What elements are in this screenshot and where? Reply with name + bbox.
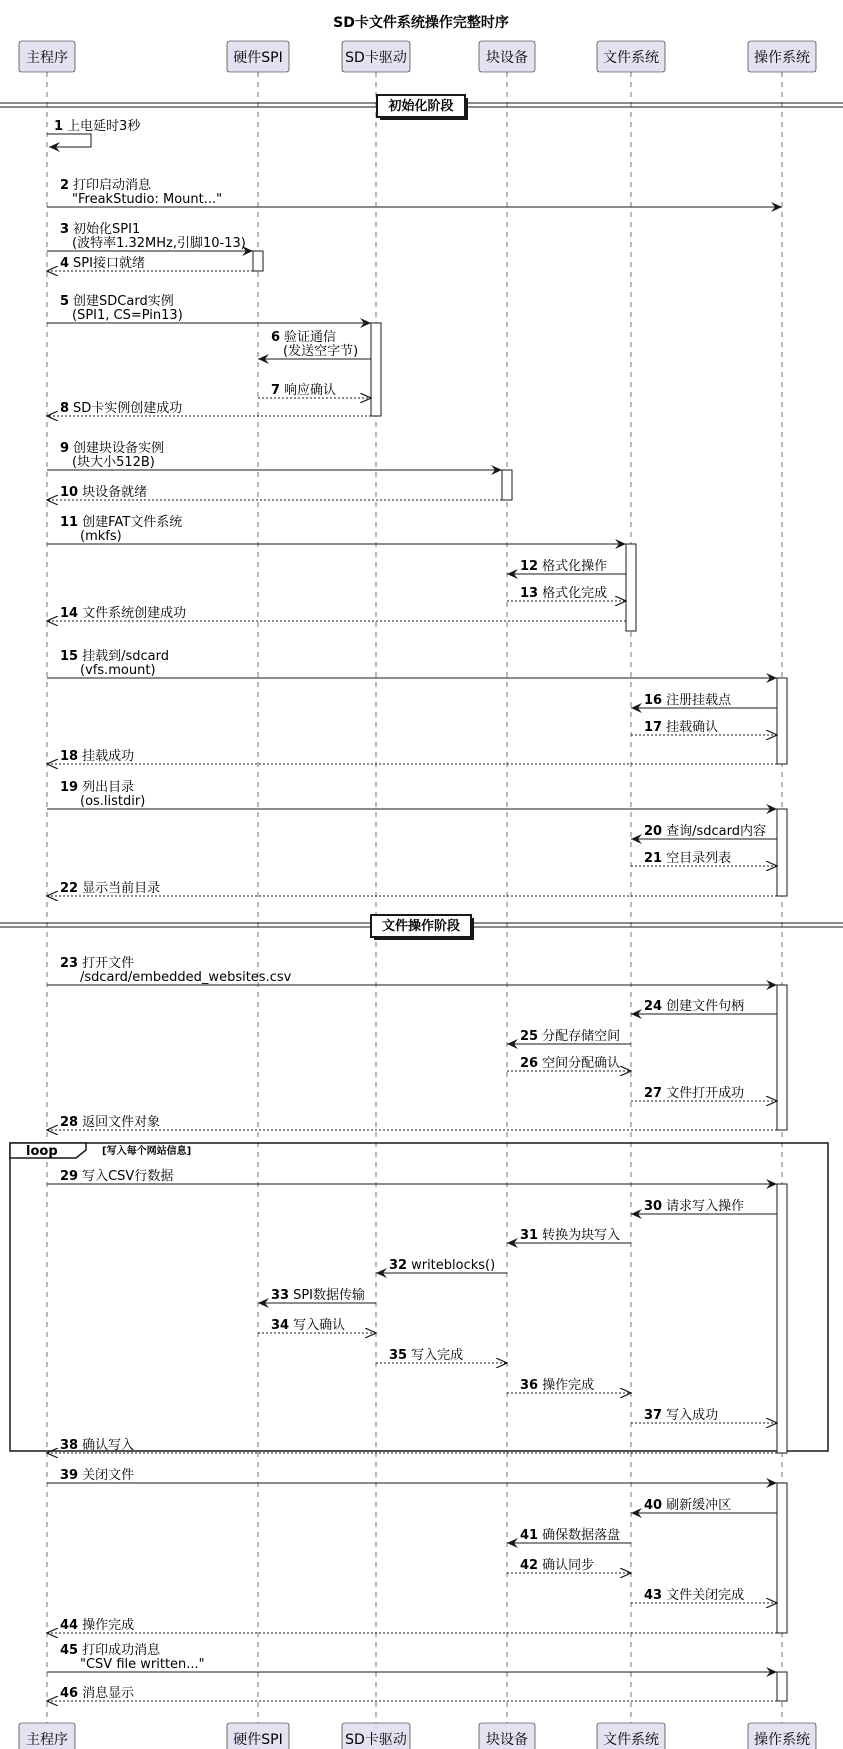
message-label: 11 创建FAT文件系统 [60, 515, 183, 530]
message-label: 19 列出目录 [60, 780, 135, 795]
phase-divider [0, 915, 843, 940]
participant-label: 主程序 [26, 1732, 68, 1748]
loop-keyword: loop [26, 1144, 58, 1159]
message-label: 41 确保数据落盘 [520, 1528, 621, 1543]
message-label: 12 格式化操作 [520, 559, 608, 574]
activation-bar-fs [626, 544, 636, 631]
participant-spi [227, 1723, 289, 1749]
message-label: 33 SPI数据传输 [271, 1288, 366, 1303]
phase-divider-label: 初始化阶段 [388, 99, 454, 114]
participant-main [19, 41, 75, 72]
message-label: 25 分配存储空间 [520, 1029, 621, 1044]
activation-bar-os [777, 985, 787, 1130]
message-label: 15 挂载到/sdcard [60, 649, 169, 664]
message-22 [47, 880, 777, 896]
phase-divider [0, 95, 843, 120]
participant-label: SD卡驱动 [345, 1732, 407, 1748]
loop-condition: [写入每个网站信息] [102, 1146, 192, 1157]
message-label: (波特率1.32MHz,引脚10-13) [72, 236, 246, 251]
message-label: (块大小512B) [72, 455, 155, 470]
participant-sd [342, 41, 410, 72]
activation-bar-os [777, 1672, 787, 1701]
diagram-title: SD卡文件系统操作完整时序 [333, 15, 509, 31]
message-28 [47, 1114, 777, 1130]
message-label: 6 验证通信 [271, 330, 337, 345]
message-8 [47, 400, 371, 416]
activation-bar-os [777, 809, 787, 896]
message-27 [631, 1085, 777, 1101]
message-26 [507, 1055, 631, 1071]
participant-label: SD卡驱动 [345, 50, 407, 66]
message-label: 38 确认写入 [60, 1438, 135, 1453]
message-25 [507, 1028, 631, 1044]
message-label: 8 SD卡实例创建成功 [60, 401, 183, 416]
participant-label: 文件系统 [603, 1732, 659, 1748]
message-label: "CSV file written..." [80, 1657, 205, 1672]
message-label: 29 写入CSV行数据 [60, 1169, 174, 1184]
participant-os [748, 41, 816, 72]
activation-bar-os [777, 1483, 787, 1633]
message-label: 31 转换为块写入 [520, 1228, 621, 1243]
participant-fs [597, 1723, 665, 1749]
message-label: 17 挂载确认 [644, 720, 719, 735]
message-18 [47, 748, 777, 764]
message-label: 37 写入成功 [644, 1408, 719, 1423]
participant-spi [227, 41, 289, 72]
message-label: 43 文件关闭完成 [644, 1588, 745, 1603]
message-label: 30 请求写入操作 [644, 1199, 745, 1214]
message-label: 1 上电延时3秒 [54, 119, 141, 134]
message-23 [47, 955, 777, 985]
participant-os [748, 1723, 816, 1749]
message-label: 18 挂载成功 [60, 749, 135, 764]
message-label: 16 注册挂载点 [644, 693, 732, 708]
message-32 [376, 1258, 507, 1273]
message-4 [47, 255, 253, 271]
message-label: 46 消息显示 [60, 1686, 135, 1701]
message-42 [507, 1557, 631, 1573]
message-12 [507, 558, 626, 574]
message-1 [47, 118, 141, 147]
activation-bar-os [777, 678, 787, 764]
message-30 [631, 1198, 777, 1214]
message-14 [47, 605, 626, 621]
message-label: 42 确认同步 [520, 1558, 595, 1573]
message-17 [631, 719, 777, 735]
message-label: 44 操作完成 [60, 1618, 135, 1633]
message-label: 9 创建块设备实例 [60, 441, 165, 456]
message-37 [631, 1407, 777, 1423]
message-label: 45 打印成功消息 [60, 1643, 161, 1658]
message-46 [47, 1685, 777, 1701]
message-label: /sdcard/embedded_websites.csv [80, 970, 292, 985]
participant-label: 块设备 [486, 50, 528, 66]
message-label: (发送空字节) [283, 344, 359, 359]
messages [47, 118, 782, 1701]
message-40 [631, 1497, 777, 1513]
message-34 [258, 1318, 376, 1333]
message-9 [47, 440, 502, 470]
message-label: 14 文件系统创建成功 [60, 606, 187, 621]
message-label: 5 创建SDCard实例 [60, 294, 174, 309]
participant-label: 主程序 [26, 50, 68, 66]
message-label: 36 操作完成 [520, 1378, 595, 1393]
message-31 [507, 1227, 631, 1243]
message-label: 35 写入完成 [389, 1348, 464, 1363]
activation-bar-blk [502, 470, 512, 500]
message-label: (vfs.mount) [80, 663, 156, 678]
message-2 [47, 177, 782, 207]
loop-fragment [10, 1143, 828, 1451]
participants-bottom [19, 1723, 816, 1749]
participant-blk [479, 41, 535, 72]
message-label: 34 写入确认 [271, 1318, 346, 1333]
message-43 [631, 1587, 777, 1603]
message-6 [258, 329, 371, 359]
message-label: 10 块设备就绪 [60, 485, 148, 500]
message-11 [47, 514, 626, 544]
message-36 [507, 1377, 631, 1393]
activation-bar-os [777, 1184, 787, 1453]
message-label: 2 打印启动消息 [60, 178, 152, 193]
participant-sd [342, 1723, 410, 1749]
participants-top [19, 41, 816, 72]
participant-main [19, 1723, 75, 1749]
message-label: (mkfs) [80, 529, 122, 544]
message-10 [47, 484, 502, 500]
message-label: (SPI1, CS=Pin13) [72, 308, 183, 323]
message-label: 3 初始化SPI1 [60, 222, 141, 237]
message-33 [258, 1287, 376, 1303]
message-20 [631, 823, 777, 839]
message-label: 40 刷新缓冲区 [644, 1498, 732, 1513]
participant-label: 操作系统 [754, 1732, 810, 1748]
participant-label: 块设备 [486, 1732, 528, 1748]
message-label: 32 writeblocks() [389, 1258, 496, 1273]
message-label: 21 空目录列表 [644, 851, 732, 866]
participant-label: 硬件SPI [233, 50, 283, 66]
message-45 [47, 1642, 777, 1672]
message-label: 39 关闭文件 [60, 1468, 135, 1483]
message-29 [47, 1168, 777, 1184]
participant-label: 文件系统 [603, 50, 659, 66]
message-label: "FreakStudio: Mount..." [72, 192, 223, 207]
participant-blk [479, 1723, 535, 1749]
phase-divider-label: 文件操作阶段 [381, 919, 461, 934]
message-13 [507, 585, 626, 601]
message-7 [258, 382, 371, 398]
message-label: 20 查询/sdcard内容 [644, 824, 766, 839]
message-label: 28 返回文件对象 [60, 1115, 161, 1130]
message-39 [47, 1467, 777, 1483]
message-19 [47, 779, 777, 809]
message-5 [47, 293, 371, 323]
message-label: 22 显示当前目录 [60, 881, 161, 896]
message-24 [631, 998, 777, 1014]
message-label: 23 打开文件 [60, 956, 135, 971]
message-41 [507, 1527, 631, 1543]
message-label: 27 文件打开成功 [644, 1086, 745, 1101]
message-35 [376, 1347, 507, 1363]
message-15 [47, 648, 777, 678]
message-label: 7 响应确认 [271, 383, 337, 398]
message-21 [631, 850, 777, 866]
message-label: 24 创建文件句柄 [644, 999, 745, 1014]
message-label: 4 SPI接口就绪 [60, 256, 145, 271]
message-44 [47, 1617, 777, 1633]
participant-label: 操作系统 [754, 50, 810, 66]
activation-bar-spi [253, 251, 263, 271]
participant-fs [597, 41, 665, 72]
message-3 [47, 222, 253, 251]
activation-bar-sd [371, 323, 381, 416]
message-label: 13 格式化完成 [520, 586, 608, 601]
message-16 [631, 692, 777, 708]
message-label: 26 空间分配确认 [520, 1056, 621, 1071]
message-label: (os.listdir) [80, 794, 146, 809]
participant-label: 硬件SPI [233, 1732, 283, 1748]
